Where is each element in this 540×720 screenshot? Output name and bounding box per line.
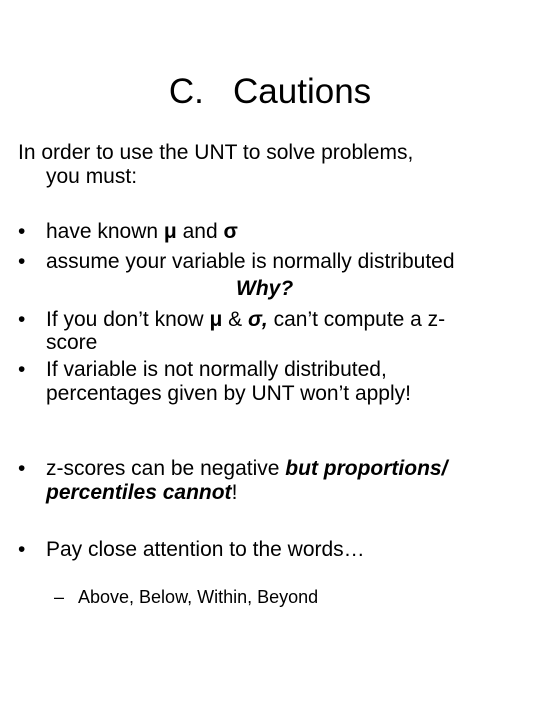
intro-text (18, 141, 518, 189)
bullet-text-pre: z-scores can be negative (46, 457, 286, 480)
sub-bullet-text: Above, Below, Within, Beyond (78, 587, 319, 607)
bullet-text-pre: If you don’t know (46, 308, 210, 331)
bullet-text: If variable is not normally distributed, (46, 358, 387, 381)
bullet-text-line-2: score (46, 331, 98, 354)
sigma-symbol: σ, (247, 308, 268, 331)
bullet-text-line-2 (46, 481, 237, 505)
bullet-emphasis: percentiles cannot (46, 481, 232, 504)
bullet-text-line-2: percentages given by UNT won’t apply! (46, 382, 411, 405)
bullet-marker: • (18, 358, 26, 381)
bullet-text (46, 457, 447, 481)
bullet-text-post: can’t compute a z- (267, 308, 446, 331)
bullet-text (46, 220, 238, 244)
intro-line-2: you must: (46, 165, 138, 188)
bullet-text: assume your variable is normally distributed (46, 250, 455, 273)
bullet-text-mid: and (176, 220, 224, 243)
bullet-text-post: ! (231, 481, 238, 504)
intro-line-1: In order to use the UNT to solve problems, (18, 141, 414, 164)
bullet-marker: • (18, 308, 26, 331)
bullet-marker: • (18, 220, 26, 243)
mu-symbol: μ (209, 308, 223, 331)
why-question: Why? (236, 277, 294, 300)
sub-bullet-dash: – (54, 587, 65, 607)
mu-symbol: μ (163, 220, 177, 243)
bullet-text (46, 308, 445, 332)
bullet-emphasis: but proportions/ (285, 457, 448, 480)
bullet-text-amp: & (222, 308, 248, 331)
bullet-text-pre: have known (46, 220, 164, 243)
bullet-text: Pay close attention to the words… (46, 538, 365, 561)
slide-title: C. Cautions (168, 72, 372, 111)
bullet-marker: • (18, 250, 26, 273)
bullet-marker: • (18, 538, 26, 561)
sigma-symbol: σ (223, 220, 238, 243)
bullet-marker: • (18, 457, 26, 480)
